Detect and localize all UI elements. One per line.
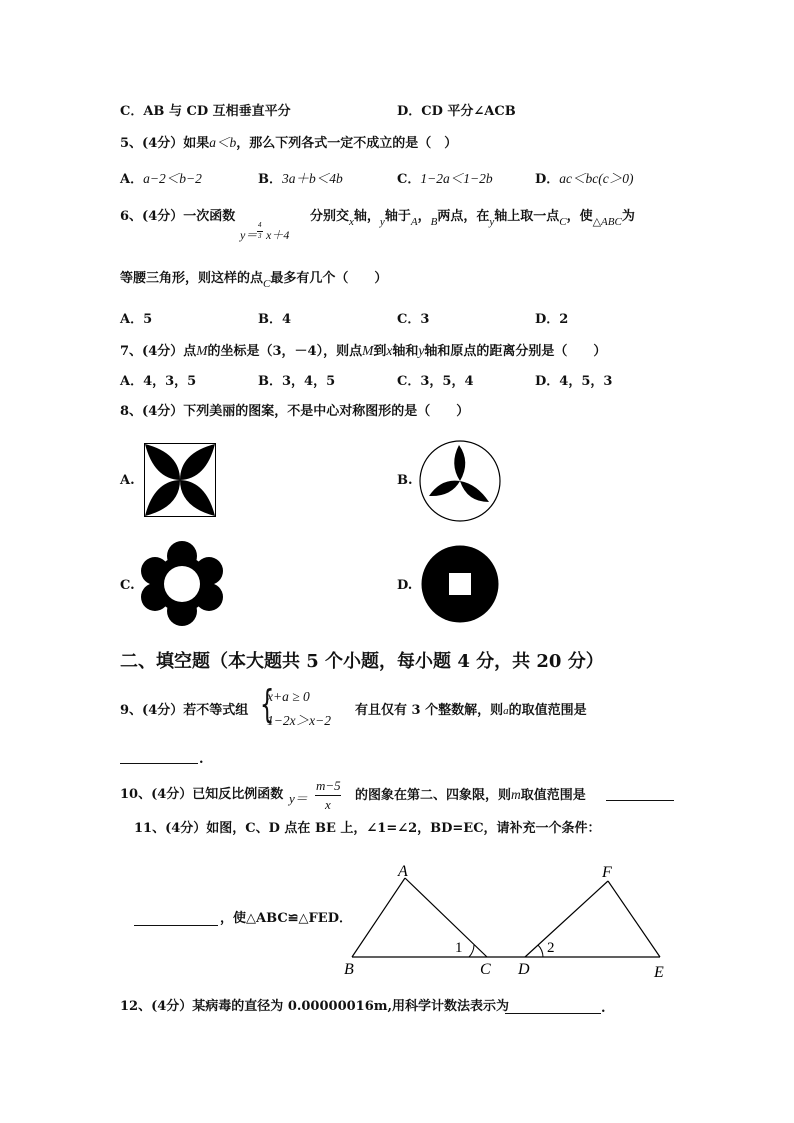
q7-option-c: C．3，5，4 <box>397 374 474 389</box>
q9-brace: { <box>259 682 275 726</box>
label-angle-1: 1 <box>455 940 463 956</box>
q10-stem-pre: 10、(4分）已知反比例函数 <box>120 787 284 802</box>
q10-function: y＝ m−5 x <box>289 778 341 812</box>
q5-option-a: A．a−2＜b−2 <box>120 171 202 187</box>
q7-option-d: D．4，5，3 <box>535 374 613 389</box>
section-title-fill-in: 二、填空题（本大题共 5 个小题，每小题 4 分，共 20 分） <box>120 651 604 672</box>
q4-option-c: C．AB 与 CD 互相垂直平分 <box>120 104 291 119</box>
q9-inequality-1: x+a ≥ 0 <box>267 689 310 704</box>
q8-label-d: D. <box>397 578 413 593</box>
q5-option-d: D．ac＜bc(c＞0) <box>535 171 634 187</box>
q4-option-d: D．CD 平分∠ACB <box>397 104 516 119</box>
q6-option-b: B．4 <box>258 312 292 327</box>
q9-stem-post: 有且仅有 3 个整数解，则a的取值范围是 <box>355 703 587 718</box>
pattern-c-flower <box>143 541 221 625</box>
label-angle-2: 2 <box>547 940 555 956</box>
q6-stem-line2: 等腰三角形，则这样的点$_C$最多有几个（ ） <box>120 271 388 290</box>
q8-label-b: B. <box>397 473 413 488</box>
label-D: D <box>518 961 530 978</box>
q6-option-a: A．5 <box>120 312 153 327</box>
q11-post-blank: ，使△ABC≌△FED． <box>220 911 352 926</box>
q10-stem-post: 的图象在第二、四象限，则m取值范围是 <box>355 787 586 803</box>
q12-end: . <box>601 1001 606 1016</box>
label-F: F <box>602 864 612 881</box>
q9-answer-blank[interactable] <box>120 749 198 764</box>
q6-option-c: C．3 <box>397 312 430 327</box>
q8-stem: 8、(4分）下列美丽的图案，不是中心对称图形的是（ ） <box>120 404 470 419</box>
q6-stem-line1: 6、(4分）一次函数 <box>120 209 236 224</box>
q12-stem: 12、(4分）某病毒的直径为 0.00000016m,用科学计数法表示为 <box>120 999 510 1014</box>
pattern-d-coin <box>421 545 499 623</box>
label-C: C <box>480 961 491 978</box>
label-B: B <box>344 961 354 978</box>
q9-end: . <box>199 752 204 767</box>
q10-answer-blank[interactable] <box>606 786 674 801</box>
q8-label-c: C. <box>120 578 135 593</box>
pattern-b-three-blades <box>419 440 501 522</box>
q5-stem: 5、(4分）如果a＜b，那么下列各式一定不成立的是（ ） <box>120 135 458 151</box>
q8-label-a: A. <box>120 473 135 488</box>
pattern-a-four-petals <box>144 443 216 517</box>
q6-option-d: D．2 <box>535 312 569 327</box>
q5-option-c: C．1−2a＜1−2b <box>397 171 493 187</box>
q6-stem-line1b: 分别交$_x$轴，$_y$轴于$_A$，$_B$两点，在$_y$轴上取一点$_C$，使$_{\triangle ABC}$为 <box>310 209 635 228</box>
q11-triangles-figure <box>340 860 680 985</box>
q9-stem-pre: 9、(4分）若不等式组 <box>120 703 249 718</box>
q11-answer-blank[interactable] <box>134 911 218 926</box>
q7-stem: 7、(4分）点M的坐标是（3，－4），则点M到x轴和y轴和原点的距离分别是（ ） <box>120 343 607 359</box>
q7-option-a: A．4，3，5 <box>120 374 197 389</box>
q5-option-b: B．3a＋b＜4b <box>258 171 343 187</box>
q12-answer-blank[interactable] <box>505 999 601 1014</box>
q11-stem: 11、(4分）如图，C、D 点在 BE 上，∠1=∠2，BD=EC，请补充一个条件： <box>134 821 601 836</box>
label-A: A <box>398 863 408 880</box>
q6-function: y＝ 4 3 x＋4 <box>240 221 290 242</box>
label-E: E <box>654 964 664 981</box>
q7-option-b: B．3，4，5 <box>258 374 336 389</box>
q9-inequality-2: 1−2x＞x−2 <box>267 713 331 728</box>
